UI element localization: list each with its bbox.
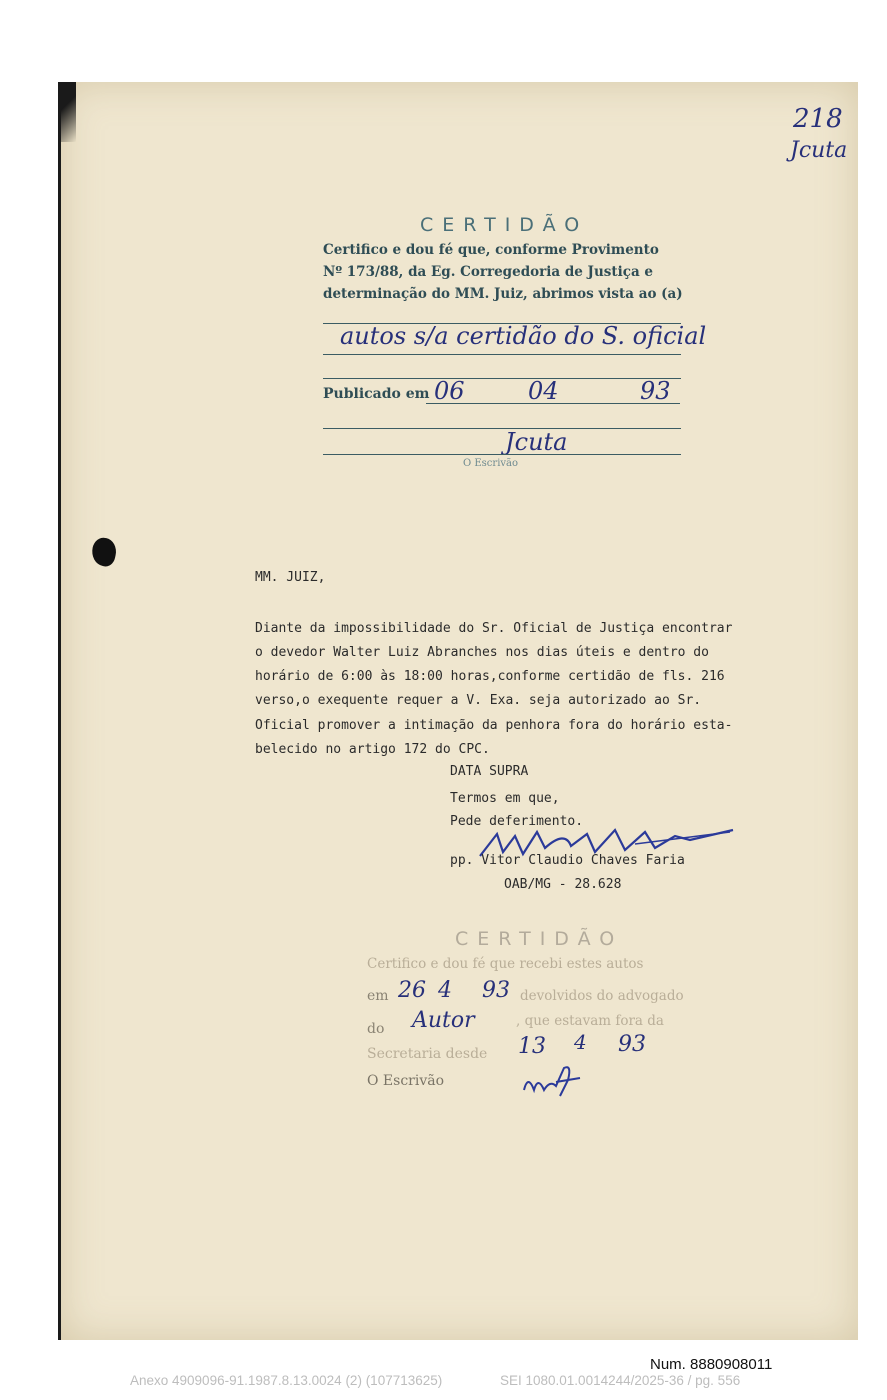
certidao-top-title: CERTIDÃO: [420, 214, 589, 236]
handwritten-recipient: autos s/a certidão do S. oficial: [340, 322, 707, 350]
desde-day: 13: [518, 1034, 546, 1059]
em-year: 93: [482, 978, 510, 1003]
body-line-6: belecido no artigo 172 do CPC.: [255, 742, 490, 757]
body-line-2: o devedor Walter Luiz Abranches nos dias úteis e dentro do: [255, 645, 709, 660]
certidao-bottom-title: CERTIDÃO: [455, 928, 624, 950]
document-number: Num. 8880908011: [650, 1356, 773, 1373]
stamp-rule: [323, 454, 681, 455]
body-line-1: Diante da impossibilidade do Sr. Oficial de Justiça encontrar: [255, 621, 733, 636]
published-month: 04: [528, 377, 559, 405]
escrivao-label: O Escrivão: [367, 1073, 445, 1089]
stamp-rule: [323, 428, 681, 429]
em-day: 26: [398, 978, 426, 1003]
desde-month: 4: [574, 1030, 587, 1054]
stamp-rule: [323, 378, 681, 379]
signatory: pp. Vitor Claudio Chaves Faria: [450, 853, 685, 868]
footer-anexo: Anexo 4909096-91.1987.8.13.0024 (2) (107713625): [130, 1373, 443, 1388]
clerk-label: O Escrivão: [463, 458, 519, 469]
em-month: 4: [438, 978, 452, 1003]
em-label: em: [367, 988, 389, 1004]
date-line: DATA SUPRA: [450, 764, 529, 779]
page-number-annotation: 218: [793, 104, 843, 134]
clerk-signature: [520, 1060, 600, 1100]
certidao-bottom-line1: Certifico e dou fé que recebi estes autos: [367, 956, 644, 972]
certidao-top-line2: Nº 173/88, da Eg. Corregedoria de Justiça e: [323, 264, 653, 280]
published-day: 06: [434, 377, 465, 405]
body-line-5: Oficial promover a intimação da penhora fora do horário esta-: [255, 718, 733, 733]
fora-label: , que estavam fora da: [516, 1013, 664, 1029]
scan-shadow: [58, 82, 76, 142]
published-underline: [426, 403, 680, 404]
body-line-4: verso,o exequente requer a V. Exa. seja autorizado ao Sr.: [255, 693, 702, 708]
certidao-top-line3: determinação do MM. Juiz, abrimos vista ao (a): [323, 286, 683, 302]
secretaria-label: Secretaria desde: [367, 1046, 488, 1062]
desde-year: 93: [618, 1032, 646, 1057]
closing-2: Pede deferimento.: [450, 814, 584, 829]
body-line-3: horário de 6:00 às 18:00 horas,conforme certidão de fls. 216: [255, 669, 725, 684]
page-initials-annotation: Jcuta: [790, 138, 848, 163]
published-label: Publicado em: [323, 386, 430, 402]
footer-sei: SEI 1080.01.0014244/2025-36 / pg. 556: [500, 1373, 741, 1388]
do-label: do: [367, 1021, 385, 1037]
stamp-signature: Jcuta: [505, 428, 568, 456]
published-year: 93: [640, 377, 671, 405]
do-handwritten: Autor: [412, 1008, 475, 1033]
stamp-rule: [323, 354, 681, 355]
certidao-top-line1: Certifico e dou fé que, conforme Provimento: [323, 242, 659, 258]
devolvidos-label: devolvidos do advogado: [520, 988, 684, 1004]
salutation: MM. JUIZ,: [255, 570, 326, 585]
closing-1: Termos em que,: [450, 791, 560, 806]
oab-number: OAB/MG - 28.628: [504, 877, 622, 892]
